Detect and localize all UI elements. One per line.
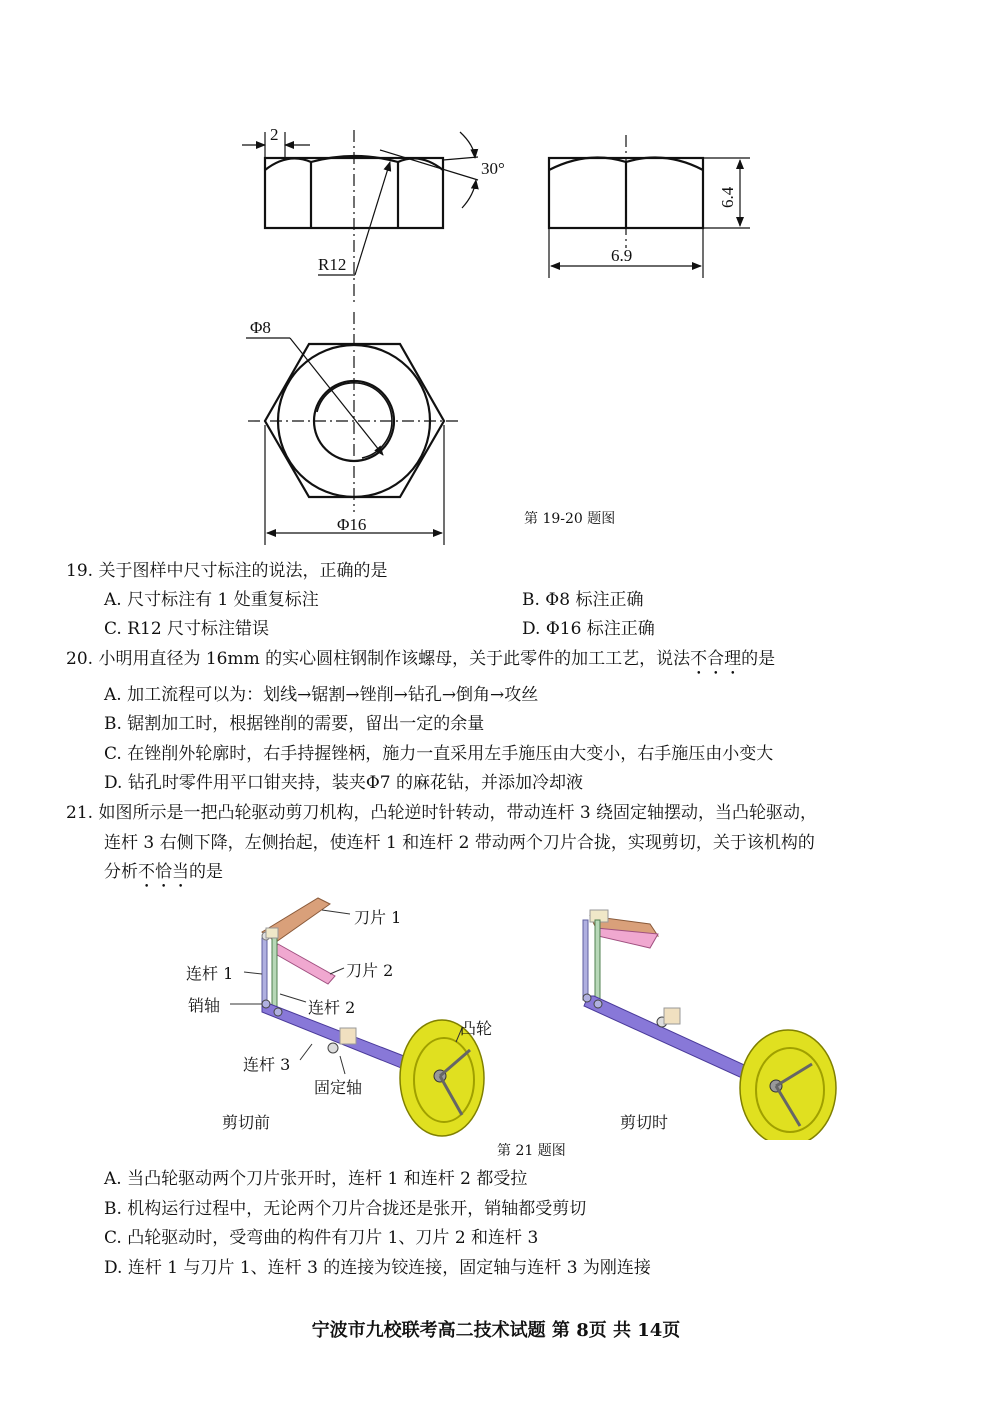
label-rod-3: 连杆 3 [243, 1055, 291, 1074]
dim-6.4-label: 6.4 [718, 186, 737, 208]
q19-option-c: C. R12 尺寸标注错误 [104, 619, 270, 639]
q20-option-d: D. 钻孔时零件用平口钳夹持，装夹Φ7 的麻花钻，并添加冷却液 [104, 773, 583, 793]
cam-scissors-figure [0, 890, 992, 1140]
label-during-cutting: 剪切时 [620, 1113, 669, 1132]
label-blade-1: 刀片 1 [354, 908, 402, 927]
q19-option-b: B. Φ8 标注正确 [522, 590, 644, 610]
q21-option-d: D. 连杆 1 与刀片 1、连杆 3 的连接为铰连接，固定轴与连杆 3 为刚连接 [104, 1258, 651, 1278]
q21-stem-post: 的是 [189, 862, 223, 882]
q21-stem-emphasis: 不恰当 [138, 862, 189, 882]
q20-stem-post: 的是 [741, 649, 776, 669]
label-rod-2: 连杆 2 [308, 998, 356, 1017]
q19-option-a: A. 尺寸标注有 1 处重复标注 [104, 590, 319, 610]
mechanism-during [583, 910, 836, 1140]
mechanism-before [262, 898, 484, 1136]
dim-r12-label: R12 [318, 255, 347, 274]
label-before-cutting: 剪切前 [222, 1113, 271, 1132]
dim-6.9-label: 6.9 [611, 246, 633, 265]
dim-30-label: 30° [481, 159, 505, 178]
q20-stem-pre: 20. 小明用直径为 16mm 的实心圆柱钢制作该螺母，关于此零件的加工工艺，说法 [66, 649, 691, 669]
q21-stem-pre: 分析 [104, 862, 138, 882]
label-blade-2: 刀片 2 [346, 961, 394, 980]
q21-stem-line2: 连杆 3 右侧下降，左侧抬起，使连杆 1 和连杆 2 带动两个刀片合拢，实现剪切，关于该机构的 [104, 833, 815, 853]
label-cam: 凸轮 [460, 1019, 493, 1038]
q20-stem-emphasis: 不合理 [690, 649, 742, 669]
label-rod-1: 连杆 1 [186, 964, 234, 983]
q20-option-b: B. 锯割加工时，根据锉削的需要，留出一定的余量 [104, 714, 485, 734]
page-footer: 宁波市九校联考高二技术试题 第 8页 共 14页 [311, 1320, 681, 1341]
q20-option-c: C. 在锉削外轮廓时，右手持握锉柄，施力一直采用左手施压由大变小，右手施压由小变大 [104, 744, 774, 764]
q19-stem: 19. 关于图样中尺寸标注的说法，正确的是 [66, 561, 388, 581]
dim-2-label: 2 [270, 125, 279, 144]
q20-option-a: A. 加工流程可以为：划线→锯割→锉削→钻孔→倒角→攻丝 [104, 685, 539, 705]
label-fixed-shaft: 固定轴 [314, 1078, 363, 1097]
q21-option-a: A. 当凸轮驱动两个刀片张开时，连杆 1 和连杆 2 都受拉 [104, 1169, 528, 1189]
nut-drawing [0, 0, 992, 560]
q21-stem-line1: 21. 如图所示是一把凸轮驱动剪刀机构，凸轮逆时针转动，带动连杆 3 绕固定轴摆动，当凸轮驱动， [66, 803, 818, 823]
q21-option-b: B. 机构运行过程中，无论两个刀片合拢还是张开，销轴都受剪切 [104, 1199, 587, 1219]
q19-option-d: D. Φ16 标注正确 [522, 619, 655, 639]
label-pin: 销轴 [188, 996, 221, 1015]
figure-caption-21: 第 21 题图 [497, 1143, 566, 1159]
q21-option-c: C. 凸轮驱动时，受弯曲的构件有刀片 1、刀片 2 和连杆 3 [104, 1228, 539, 1248]
q21-stem-line3 [104, 862, 223, 892]
dim-phi16-label: Φ16 [337, 515, 367, 534]
q20-stem [66, 649, 775, 679]
figure-caption-19-20: 第 19-20 题图 [524, 511, 616, 527]
dim-phi8-label: Φ8 [250, 318, 271, 337]
